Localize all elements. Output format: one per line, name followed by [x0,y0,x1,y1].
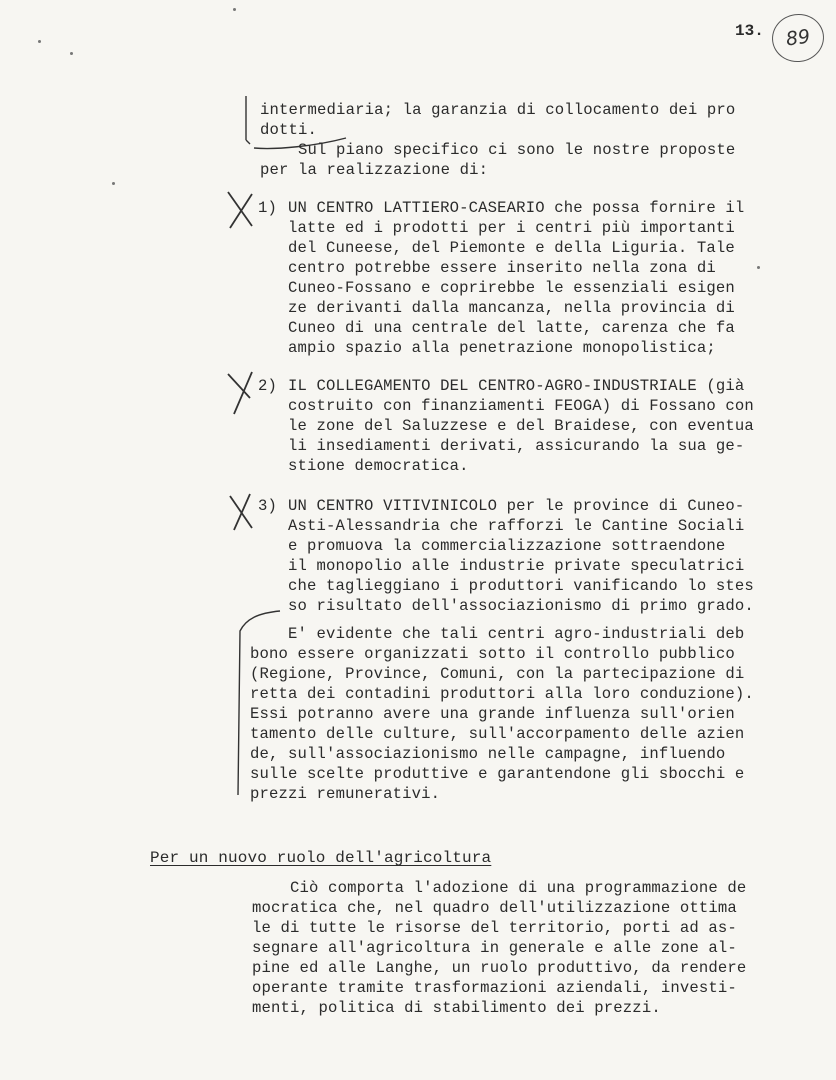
paragraph-line: le di tutte le risorse del territorio, porti ad as- [252,919,737,937]
item-line: IL COLLEGAMENTO DEL CENTRO-AGRO-INDUSTRIALE (già [288,377,745,395]
item-line: stione democratica. [288,457,469,475]
item-line: li insediamenti derivati, assicurando la sua ge- [288,437,745,455]
item-line: che taglieggiano i produttori vanificando lo stes [288,577,754,595]
paragraph-line: segnare all'agricoltura in generale e alle zone al- [252,939,737,957]
archive-stamp: 89 [769,11,827,66]
paragraph-line: bono essere organizzati sotto il controllo pubblico [250,645,735,663]
paragraph-line: pine ed alle Langhe, un ruolo produttivo, da rendere [252,959,747,977]
item-number: 3) [258,497,278,515]
item-line: costruito con finanziamenti FEOGA) di Fossano con [288,397,754,415]
item-line: ampio spazio alla penetrazione monopolistica; [288,339,716,357]
scan-speck [70,52,73,55]
paragraph-line: Essi potranno avere una grande influenza sull'orien [250,705,735,723]
paragraph-line: retta dei contadini produttori alla loro conduzione). [250,685,754,703]
item-line: Asti-Alessandria che rafforzi le Cantine Sociali [288,517,745,535]
item-line: e promuova la commercializzazione sottraendone [288,537,726,555]
intro-line: dotti. [260,121,318,139]
paragraph-line: E' evidente che tali centri agro-industriali deb [250,625,745,643]
section-heading: Per un nuovo ruolo dell'agricoltura [150,849,492,867]
paragraph-line: de, sull'associazionismo nelle campagne, influendo [250,745,726,763]
paragraph-line: menti, politica di stabilimento dei prezzi. [252,999,661,1017]
item-line: Cuneo-Fossano e coprirebbe le essenziali esigen [288,279,735,297]
paragraph-line: sulle scelte produttive e garantendone gli sbocchi e [250,765,745,783]
item-line: so risultato dell'associazionismo di primo grado. [288,597,754,615]
cross-mark-icon [224,490,258,534]
paragraph-line: prezzi remunerativi. [250,785,441,803]
item-line: latte ed i prodotti per i centri più importanti [288,219,735,237]
item-line: UN CENTRO LATTIERO-CASEARIO che possa fornire il [288,199,745,217]
item-line: le zone del Saluzzese e del Braidese, con eventua [288,417,754,435]
cross-mark-icon [222,368,258,418]
paragraph-line: operante tramite trasformazioni aziendali, investi- [252,979,737,997]
item-line: il monopolio alle industrie private speculatrici [288,557,745,575]
cross-mark-icon [222,188,258,232]
scan-speck [233,8,236,11]
item-line: Cuneo di una centrale del latte, carenza che fa [288,319,735,337]
intro-line: per la realizzazione di: [260,161,489,179]
item-number: 2) [258,377,278,395]
scan-speck [757,266,760,269]
paragraph-line: (Regione, Province, Comuni, con la partecipazione di [250,665,745,683]
paragraph-line: mocratica che, nel quadro dell'utilizzazione ottima [252,899,737,917]
paragraph-line: Ciò comporta l'adozione di una programmazione de [252,879,747,897]
item-line: ze derivanti dalla mancanza, nella provincia di [288,299,735,317]
intro-line: Sul piano specifico ci sono le nostre proposte [260,141,736,159]
scan-speck [38,40,41,43]
intro-line: intermediaria; la garanzia di collocamento dei pro [260,101,736,119]
page-number: 13. [735,22,764,40]
item-line: centro potrebbe essere inserito nella zona di [288,259,716,277]
paragraph-line: tamento delle culture, sull'accorpamento delle azien [250,725,745,743]
item-number: 1) [258,199,278,217]
scan-speck [112,182,115,185]
item-line: UN CENTRO VITIVINICOLO per le province di Cuneo- [288,497,745,515]
item-line: del Cuneese, del Piemonte e della Liguria. Tale [288,239,735,257]
